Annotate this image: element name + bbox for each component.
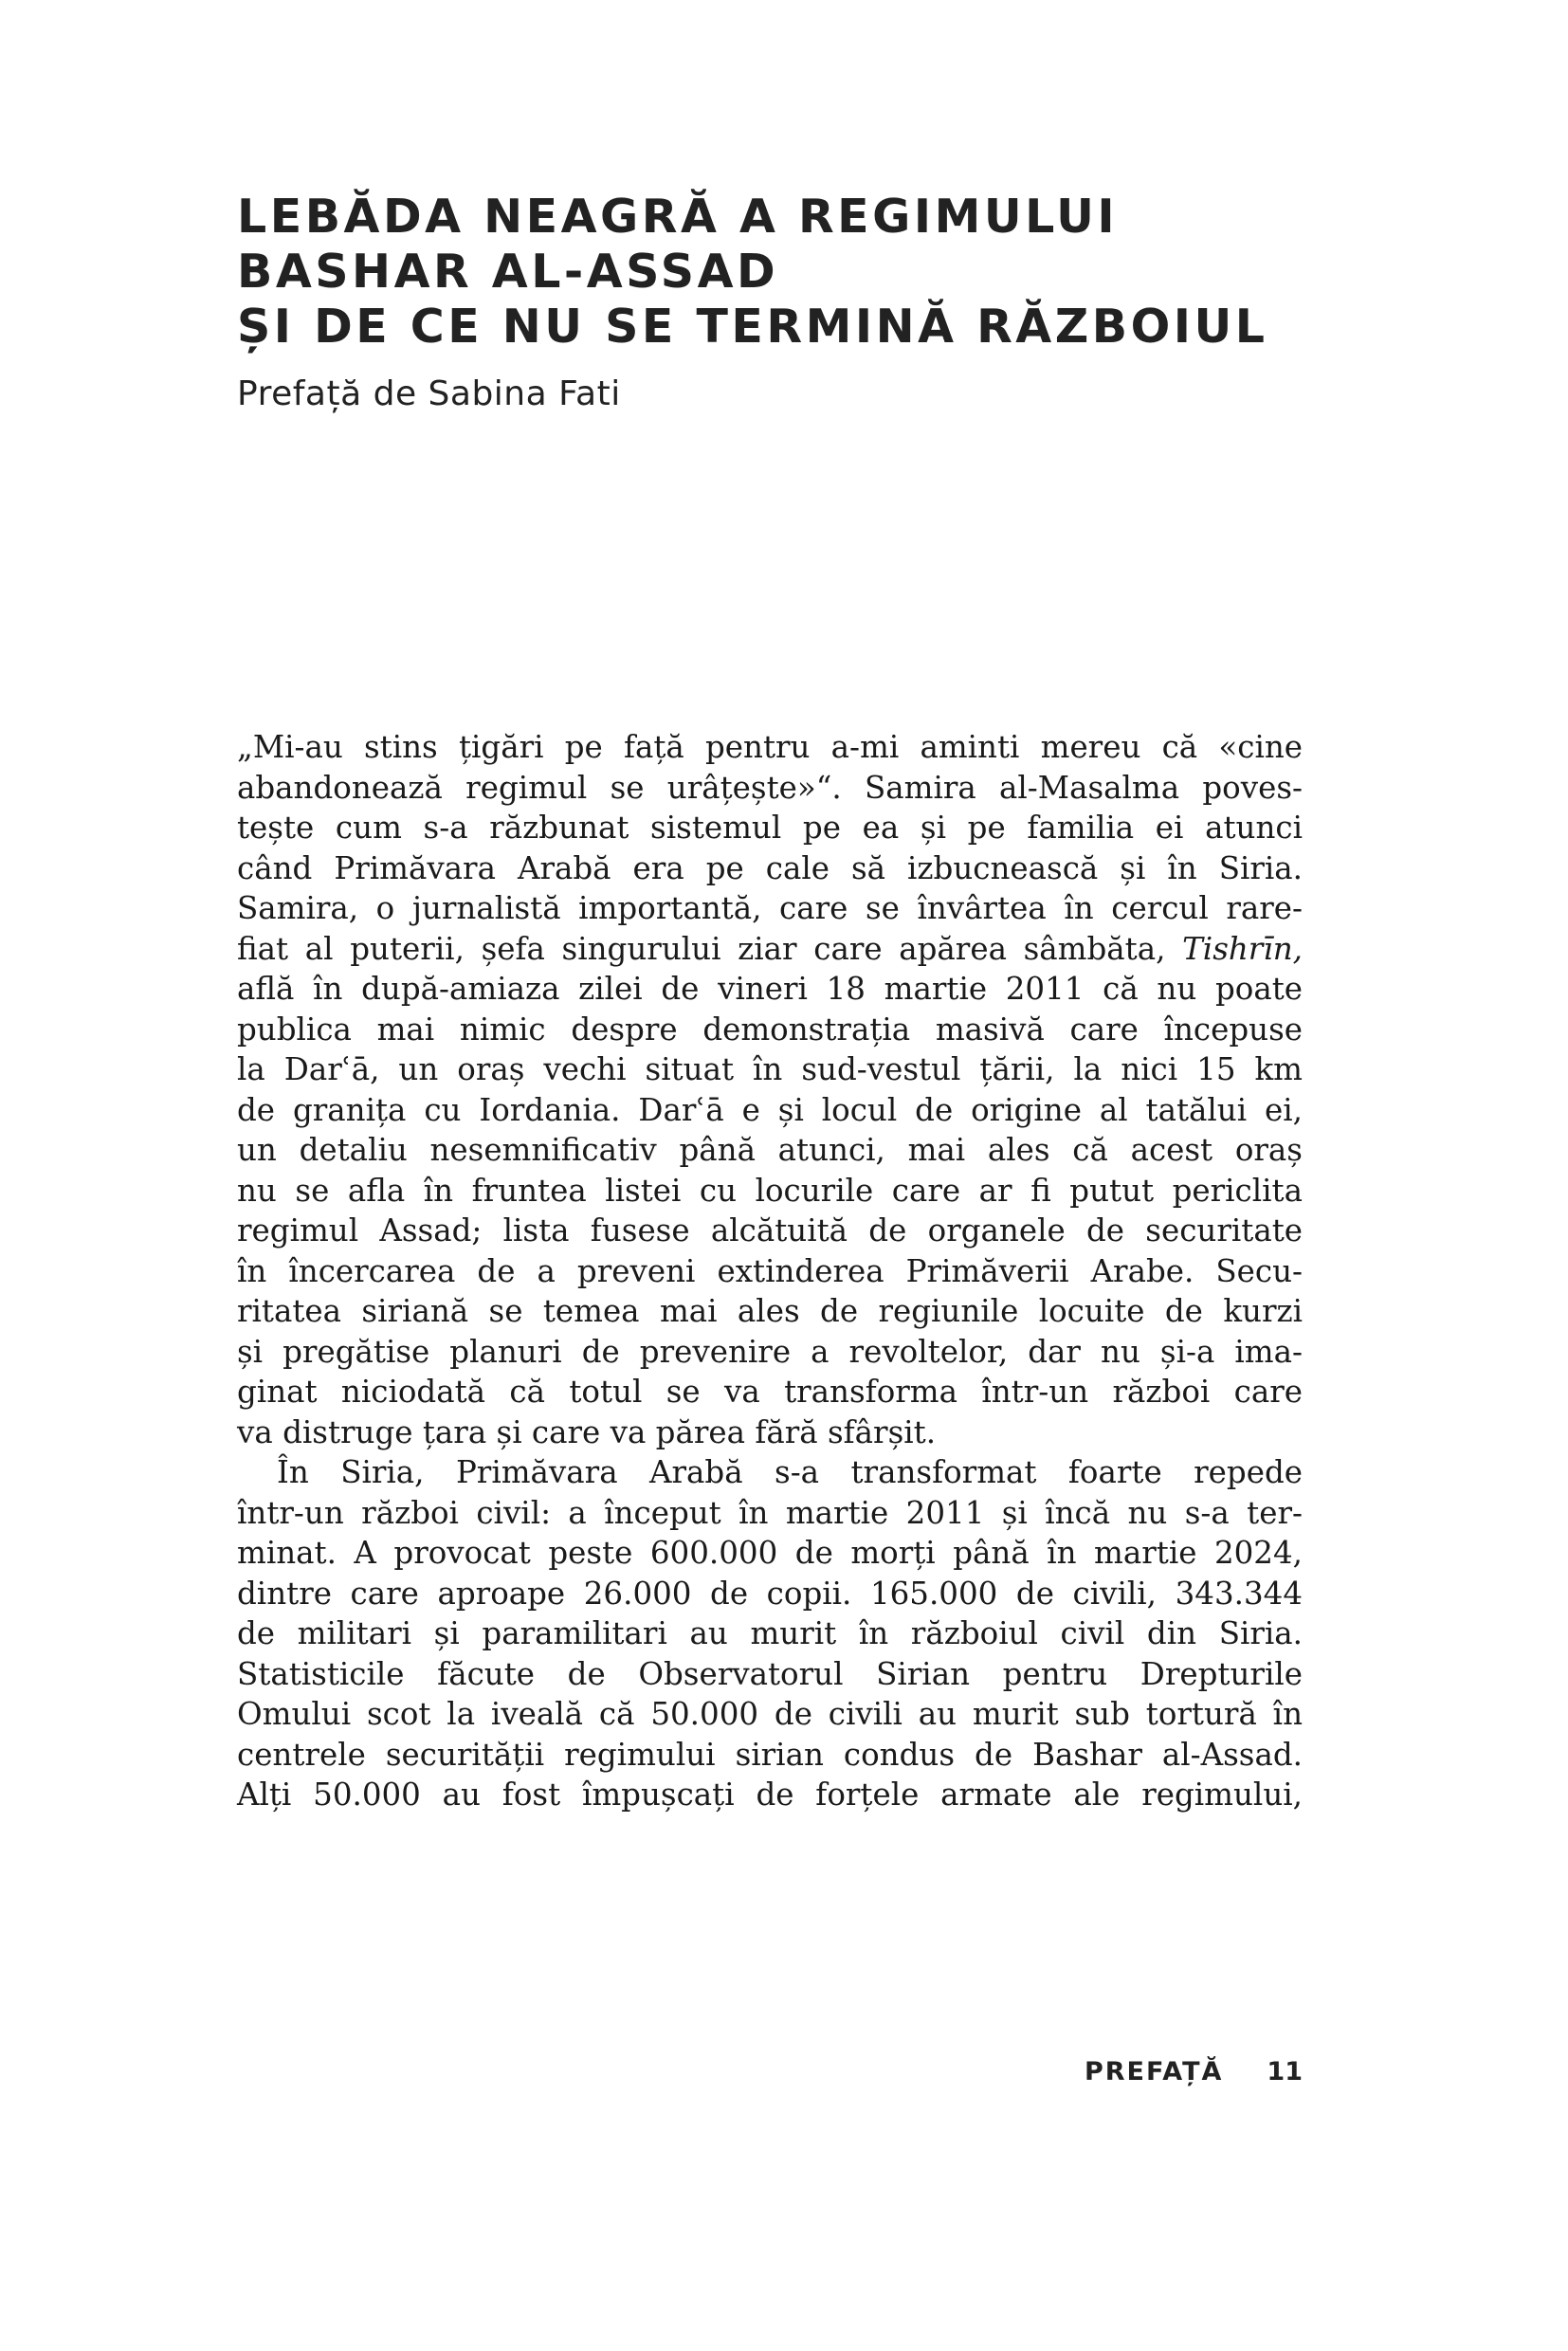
text-line: tește cum s-a răzbunat sistemul pe ea și pe familia ei atunci xyxy=(237,810,1303,846)
text-line: de militari și paramilitari au murit în războiul civil din Siria. xyxy=(237,1615,1303,1651)
chapter-title-line-2: BASHAR AL-ASSAD xyxy=(237,245,779,299)
paragraph-1 xyxy=(237,727,1303,1452)
body-text xyxy=(237,727,1303,1815)
text-line: când Primăvara Arabă era pe cale să izbucnească și în Siria. xyxy=(237,849,1303,886)
text-line-with-newspaper xyxy=(237,929,1303,970)
text-line: Omului scot la iveală că 50.000 de civili au murit sub tortură în xyxy=(237,1696,1303,1732)
text-line: în încercarea de a preveni extinderea Primăverii Arabe. Secu- xyxy=(237,1252,1303,1289)
chapter-subtitle: Prefață de Sabina Fati xyxy=(237,374,621,413)
chapter-title-line-3: ȘI DE CE NU SE TERMINĂ RĂZBOIUL xyxy=(237,300,1268,354)
page-footer xyxy=(1085,2057,1303,2087)
page-number: 11 xyxy=(1267,2057,1303,2087)
text-line: la Darʿā, un oraș vechi situat în sud-vestul țării, la nici 15 km xyxy=(237,1051,1303,1087)
text-line: într-un război civil: a început în martie 2011 și încă nu s-a ter- xyxy=(237,1494,1303,1531)
chapter-title-line-1: LEBĂDA NEAGRĂ A REGIMULUI xyxy=(237,190,1119,244)
text-line: de granița cu Iordania. Darʿā e și locul de origine al tatălui ei, xyxy=(237,1091,1303,1128)
text-line: regimul Assad; lista fusese alcătuită de organele de securitate xyxy=(237,1212,1303,1248)
text-line: un detaliu nesemnificativ până atunci, mai ales că acest oraș xyxy=(237,1132,1303,1168)
text-line-segment: fiat al puterii, șefa singurului ziar care apărea sâmbăta, xyxy=(237,930,1166,967)
text-line: și pregătise planuri de prevenire a revoltelor, dar nu și-a ima- xyxy=(237,1333,1303,1370)
text-line: centrele securității regimului sirian condus de Bashar al-Assad. xyxy=(237,1736,1303,1773)
newspaper-name: Tishrīn, xyxy=(1182,930,1303,967)
text-line: Samira, o jurnalistă importantă, care se învârtea în cercul rare- xyxy=(237,890,1303,926)
paragraph-2 xyxy=(237,1452,1303,1815)
text-line: ritatea siriană se temea mai ales de regiunile locuite de kurzi xyxy=(237,1293,1303,1329)
text-line: ginat niciodată că totul se va transforma într-un război care xyxy=(237,1374,1303,1410)
running-footer-label: PREFAȚĂ xyxy=(1084,2057,1224,2087)
text-line: În Siria, Primăvara Arabă s-a transformat foarte repede xyxy=(277,1454,1303,1490)
text-line: dintre care aproape 26.000 de copii. 165.000 de civili, 343.344 xyxy=(237,1575,1303,1612)
text-line: „Mi-au stins țigări pe față pentru a-mi aminti mereu că «cine xyxy=(237,729,1303,765)
text-line: Statisticile făcute de Observatorul Sirian pentru Drepturile xyxy=(237,1655,1303,1692)
text-line: află în după-amiaza zilei de vineri 18 martie 2011 că nu poate xyxy=(237,971,1303,1007)
text-line: minat. A provocat peste 600.000 de morți până în martie 2024, xyxy=(237,1535,1303,1571)
text-line: publica mai nimic despre demonstrația masivă care începuse xyxy=(237,1011,1303,1048)
text-line: va distruge țara și care va părea fără sfârșit. xyxy=(237,1413,937,1450)
text-line: abandonează regimul se urâțește»“. Samira al-Masalma poves- xyxy=(237,769,1303,806)
chapter-heading xyxy=(237,190,1375,415)
text-line: nu se afla în fruntea listei cu locurile care ar fi putut periclita xyxy=(237,1172,1303,1209)
text-line: Alți 50.000 au fost împușcați de forțele armate ale regimului, xyxy=(237,1777,1303,1813)
